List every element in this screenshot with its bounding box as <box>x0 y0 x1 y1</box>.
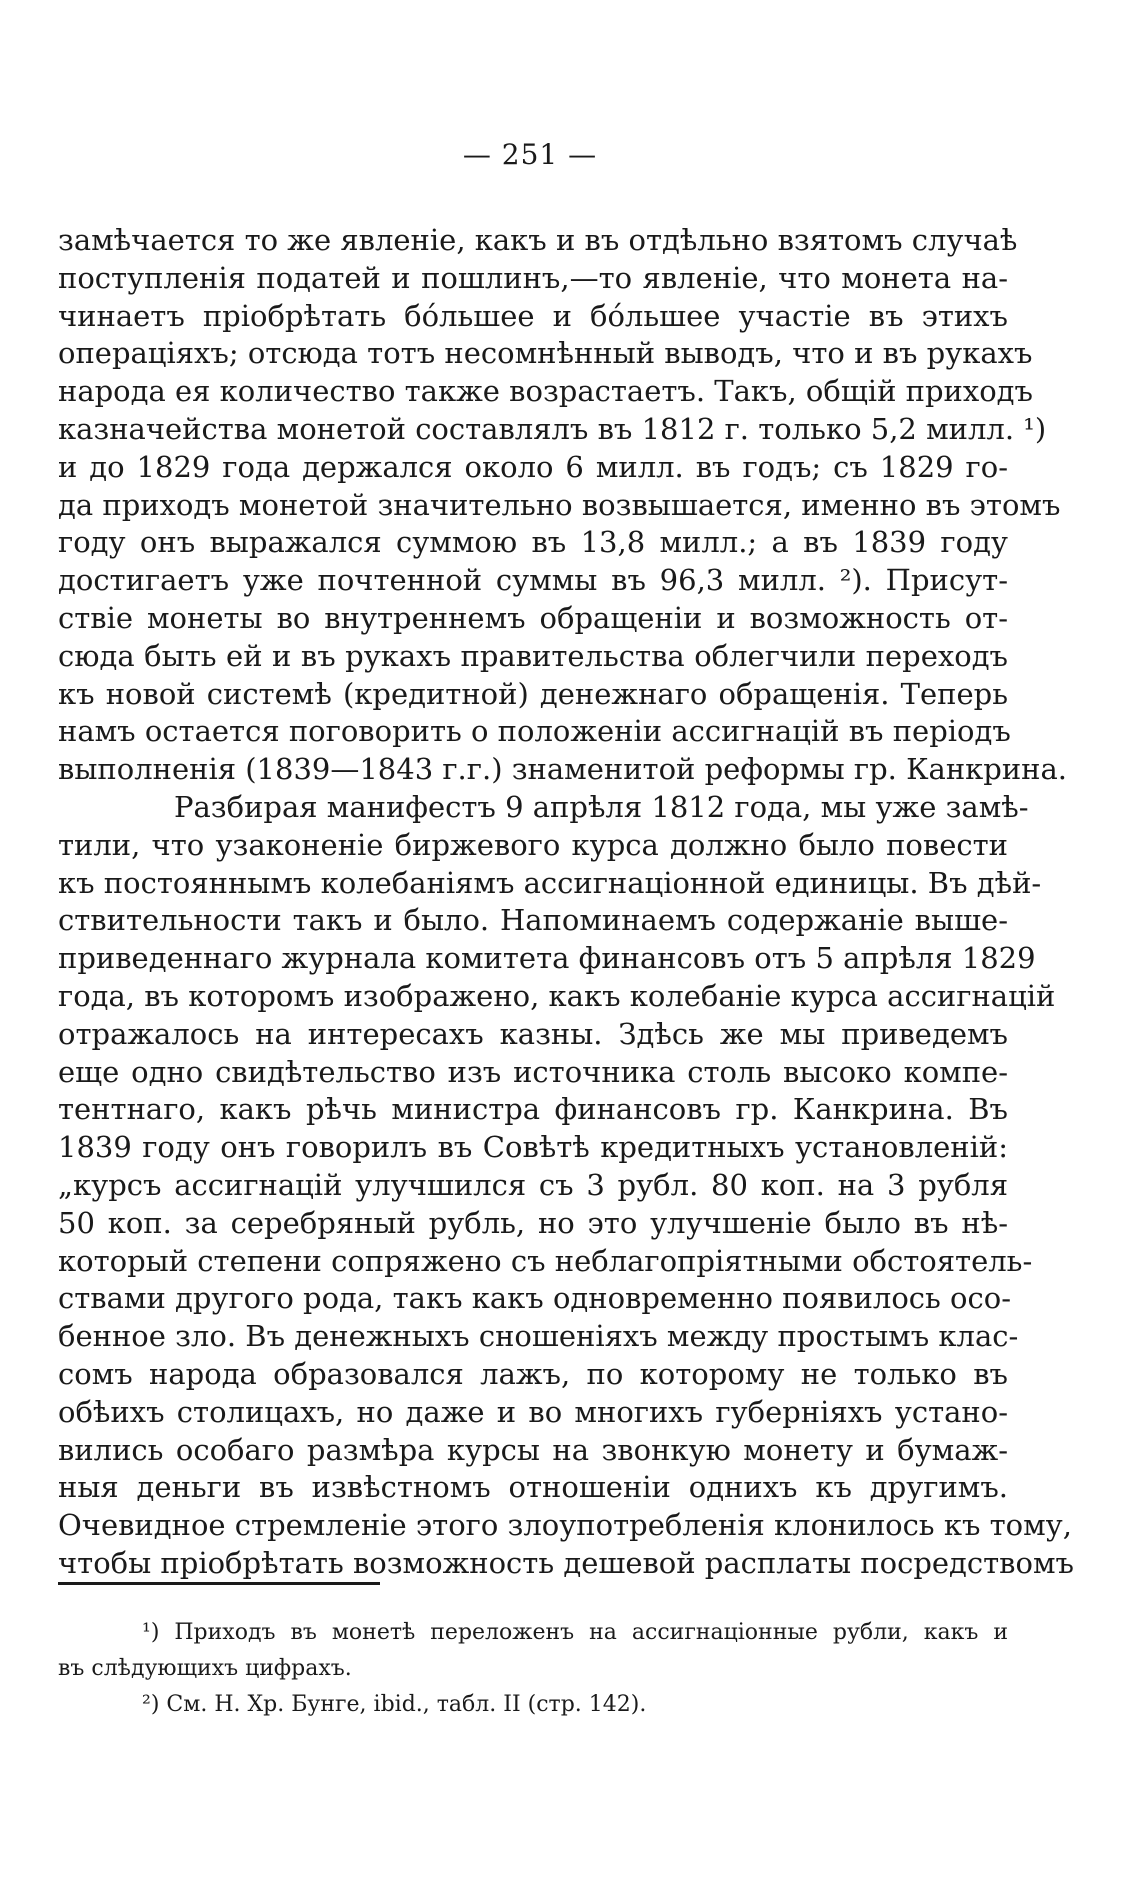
text-line: ствіе монеты во внутреннемъ обращеніи и возможность от- <box>58 600 1008 635</box>
page-number: — 251 — <box>462 138 598 171</box>
text-line: и до 1829 года держался около 6 милл. въ годъ; съ 1829 го- <box>58 449 1008 484</box>
text-line: еще одно свидѣтельство изъ источника столь высоко компе- <box>58 1054 1008 1089</box>
text-line: году онъ выражался суммою въ 13,8 милл.; а въ 1839 году <box>58 525 1008 560</box>
text-line: поступленія податей и пошлинъ,—то явленіе, что монета на- <box>58 260 1008 295</box>
text-line: года, въ которомъ изображено, какъ колебаніе курса ассигнацій <box>58 978 1056 1013</box>
text-line: тили, что узаконеніе биржевого курса должно было повести <box>58 827 1008 862</box>
text-line: вились особаго размѣра курсы на звонкую монету и бумаж- <box>58 1432 1008 1467</box>
text-line: Очевидное стремленіе этого злоупотребленія клонилось къ тому, <box>58 1508 1072 1543</box>
text-line: достигаетъ уже почтенной суммы въ 96,3 милл. ²). Присут- <box>58 563 1008 598</box>
text-line: къ новой системѣ (кредитной) денежнаго обращенія. Теперь <box>58 676 1008 711</box>
text-line: сюда быть ей и въ рукахъ правительства облегчили переходъ <box>58 638 1008 673</box>
text-line: выполненія (1839—1843 г.г.) знаменитой реформы гр. Канкрина. <box>58 752 1067 787</box>
footnote-divider <box>58 1582 380 1585</box>
paragraph-start-line: Разбирая манифестъ 9 апрѣля 1812 года, мы уже замѣ- <box>174 789 1029 824</box>
text-line: приведеннаго журнала комитета финансовъ отъ 5 апрѣля 1829 <box>58 941 1036 976</box>
footnote-1-line: ¹) Приходъ въ монетѣ переложенъ на ассигнаціонные рубли, какъ и <box>142 1620 1008 1645</box>
text-line: „курсъ ассигнацій улучшился съ 3 рубл. 80 коп. на 3 рубля <box>58 1167 1008 1202</box>
footnotes <box>58 1615 1008 1723</box>
text-line: народа ея количество также возрастаетъ. Такъ, общій приходъ <box>58 374 1033 409</box>
text-line: операціяхъ; отсюда тотъ несомнѣнный выводъ, что и въ рукахъ <box>58 336 1033 371</box>
text-line: сомъ народа образовался лажъ, по которому не только въ <box>58 1356 1008 1391</box>
text-line: намъ остается поговорить о положеніи ассигнацій въ періодъ <box>58 714 1011 749</box>
text-line: замѣчается то же явленіе, какъ и въ отдѣльно взятомъ случаѣ <box>58 223 1018 257</box>
text-line: ныя деньги въ извѣстномъ отношеніи однихъ къ другимъ. <box>58 1470 1008 1505</box>
text-line: ствами другого рода, такъ какъ одновременно появилось осо- <box>58 1281 1011 1316</box>
text-line: обѣихъ столицахъ, но даже и во многихъ губерніяхъ устано- <box>58 1394 1008 1429</box>
text-line: 50 коп. за серебряный рубль, но это улучшеніе было въ нѣ- <box>58 1205 1008 1240</box>
text-line: отражалось на интересахъ казны. Здѣсь же мы приведемъ <box>58 1016 1008 1051</box>
footnote-2-line: ²) См. Н. Хр. Бунге, ibid., табл. II (стр. 142). <box>142 1692 647 1717</box>
text-line: да приходъ монетой значительно возвышается, именно въ этомъ <box>58 487 1061 522</box>
text-line: чинаетъ пріобрѣтать бóльшее и бóльшее участіе въ этихъ <box>58 298 1008 333</box>
text-line: чтобы пріобрѣтать возможность дешевой расплаты посредствомъ <box>58 1545 1074 1580</box>
text-line: казначейства монетой составлялъ въ 1812 г. только 5,2 милл. ¹) <box>58 411 1047 446</box>
text-line: 1839 году онъ говорилъ въ Совѣтѣ кредитныхъ установленій: <box>58 1130 1008 1165</box>
text-line: тентнаго, какъ рѣчь министра финансовъ гр. Канкрина. Въ <box>58 1092 1008 1127</box>
main-text <box>58 222 1074 1583</box>
text-line: бенное зло. Въ денежныхъ сношеніяхъ между простымъ клас- <box>58 1319 1019 1354</box>
text-line: ствительности такъ и было. Напоминаемъ содержаніе выше- <box>58 903 1008 938</box>
text-line: къ постояннымъ колебаніямъ ассигнаціонной единицы. Въ дѣй- <box>58 865 1042 900</box>
text-line: который степени сопряжено съ неблагопріятными обстоятель- <box>58 1243 1033 1278</box>
footnote-1-continuation: въ слѣдующихъ цифрахъ. <box>58 1656 352 1681</box>
